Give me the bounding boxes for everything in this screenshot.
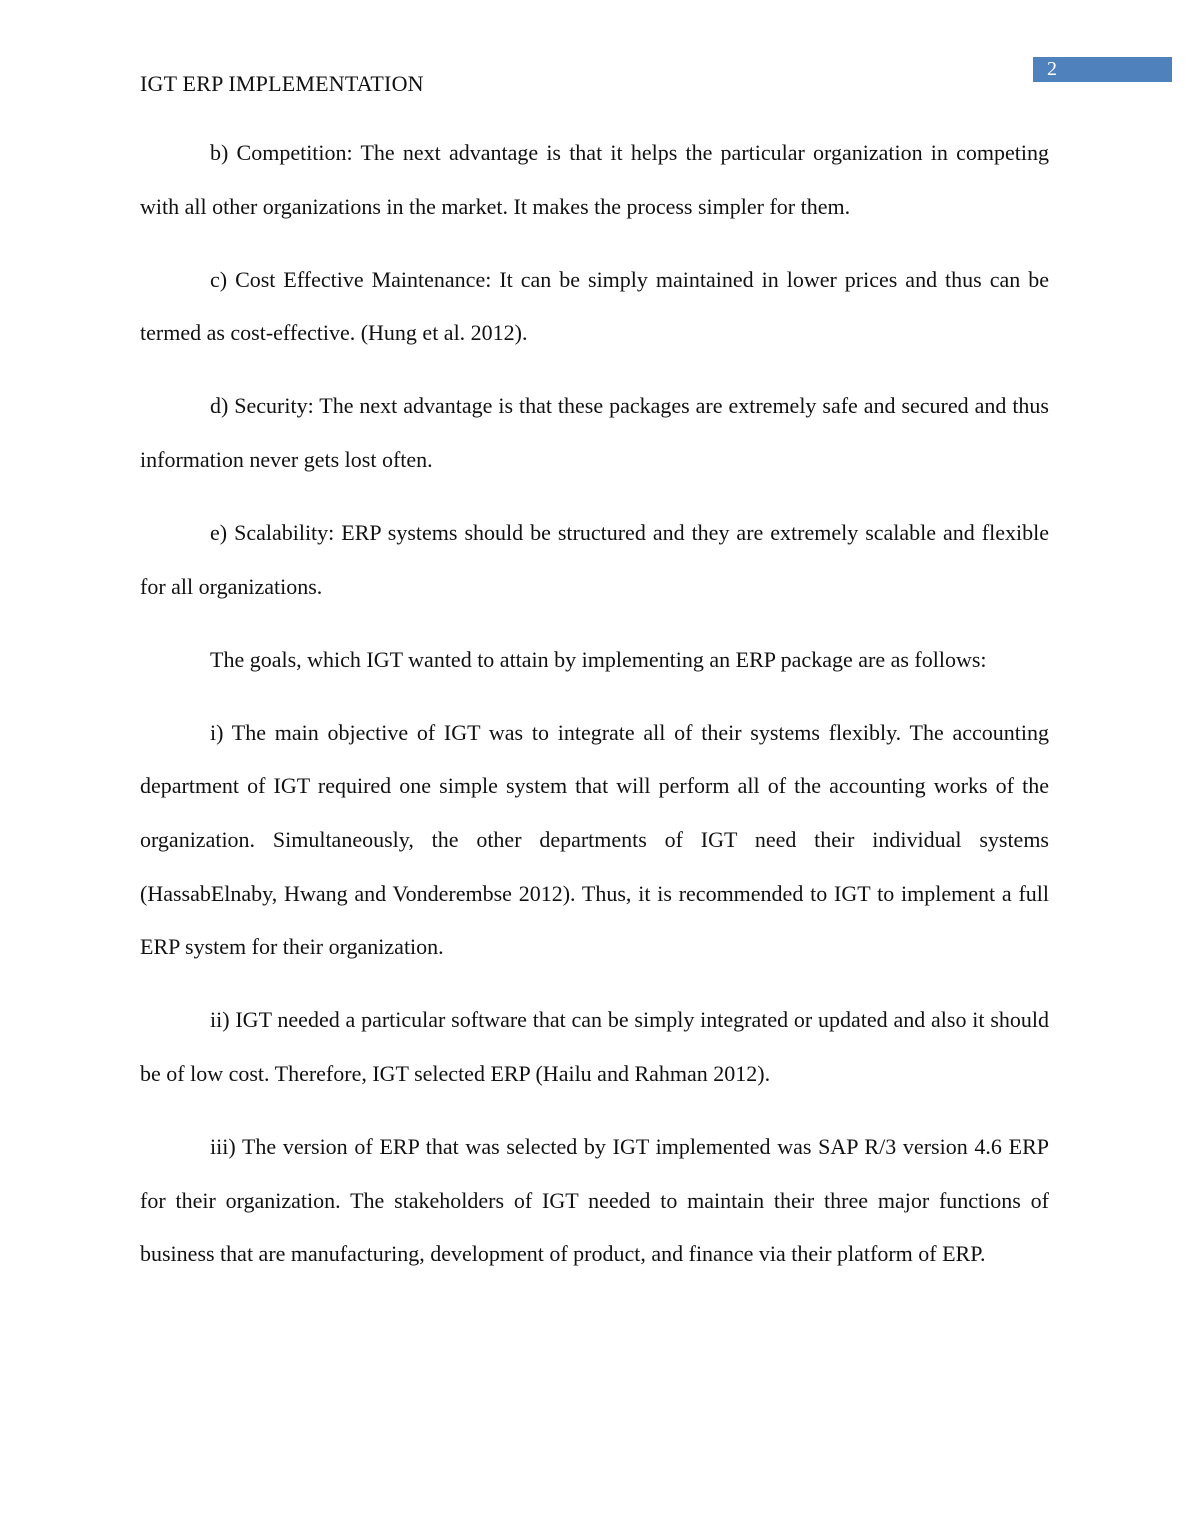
paragraph-security: d) Security: The next advantage is that these packages are extremely safe and secured and thus information never gets lost often. [140, 393, 1049, 472]
paragraph-cost-effective-maintenance: c) Cost Effective Maintenance: It can be simply maintained in lower prices and thus can be termed as cost-effective. (Hung et al. 2012). [140, 266, 1049, 346]
page-number: 2 [1047, 58, 1057, 80]
paragraph-goal-iii: iii) The version of ERP that was selected by IGT implemented was SAP R/3 version 4.6 ERP for their organization. The stakeholders of IGT needed to maintain their three major functions of business that are manufacturing, development of product, and finance via their platform of ERP. [140, 1134, 1049, 1267]
page-number-box [1033, 57, 1172, 82]
running-head: IGT ERP IMPLEMENTATION [140, 71, 424, 96]
paragraph-goals-intro: The goals, which IGT wanted to attain by implementing an ERP package are as follows: [210, 646, 987, 672]
document-body [140, 126, 1049, 1300]
paragraph-scalability: e) Scalability: ERP systems should be structured and they are extremely scalable and flexible for all organizations. [140, 520, 1049, 599]
paragraph-competition: b) Competition: The next advantage is that it helps the particular organization in competing with all other organizations in the market. It makes the process simpler for them. [140, 140, 1049, 219]
paragraph-goal-ii: ii) IGT needed a particular software that can be simply integrated or updated and also it should be of low cost. Therefore, IGT selected ERP (Hailu and Rahman 2012). [140, 1007, 1049, 1086]
paragraph-goal-i: i) The main objective of IGT was to integrate all of their systems flexibly. The accounting department of IGT required one simple system that will perform all of the accounting works of the organization. Simultaneously, the other departments of IGT need their individual systems (HassabElnaby, Hwang and Vonderembse 2012). Thus, it is recommended to IGT to implement a full ERP system for their organization. [140, 719, 1049, 960]
